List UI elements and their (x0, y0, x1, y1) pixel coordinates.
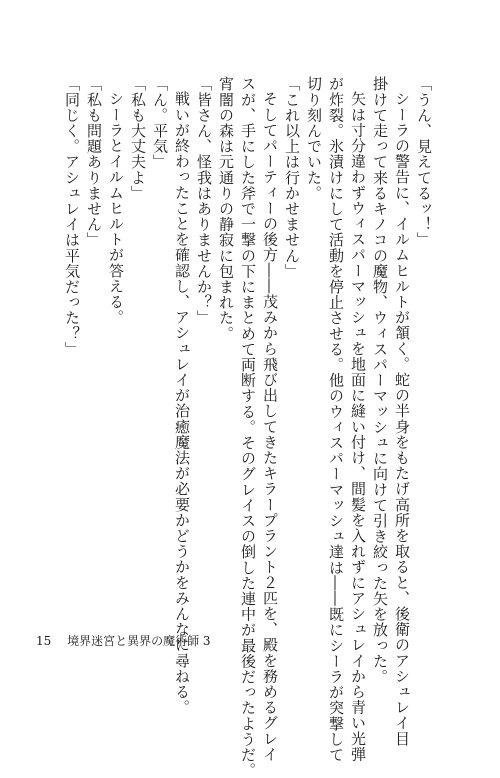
line-text: 「私も問題ありません」 (85, 76, 103, 248)
line-text: 「ん。平気」 (151, 76, 169, 170)
text-line-13 (151, 76, 168, 170)
line-text: 掛けて走って来るキノコの魔物、ウィスパーマッシュに向けて引き絞った矢を放った。 (371, 76, 389, 685)
line-text: 「うん、見えてるッ！」 (415, 76, 433, 248)
text-line-15 (107, 76, 124, 325)
text-line-4 (349, 76, 366, 762)
text-line-12 (173, 76, 190, 715)
line-text: 「私も大丈夫よ」 (129, 76, 147, 201)
text-line-14 (129, 76, 146, 201)
text-line-10 (217, 76, 234, 341)
text-line-9 (239, 76, 256, 778)
line-text: シーラの警告に、イルムヒルトが頷く。蛇の半身をもたげ高所を取ると、後衛のアシュレイ目 (393, 91, 411, 747)
line-text: 宵闇の森は元通りの静寂に包まれた。 (217, 76, 235, 342)
line-text: そしてパーティーの後方――茂みから飛び出してきたキラープラント２匹を、殿を務めるグレイ (261, 91, 279, 762)
text-line-17 (63, 76, 80, 357)
text-line-3 (371, 76, 388, 684)
line-text: シーラとイルムヒルトが答える。 (107, 91, 125, 325)
line-text: スが、手にした斧で一撃の下にまとめて両断する。そのグレイスの倒した連中が最後だったようだ。 (239, 76, 257, 778)
text-line-11 (195, 76, 212, 326)
text-line-8 (261, 76, 278, 762)
line-text: 矢は寸分違わずウィスパーマッシュを地面に縫い付け、間髪を入れずにアシュレイから青い光弾 (349, 91, 367, 762)
line-text: 「同じく。アシュレイは平気だった？」 (63, 76, 81, 357)
line-text: 切り刻んでいた。 (305, 76, 323, 201)
line-text: が炸裂。氷漬けにして活動を停止させる。他のウィスパーマッシュ達は――既にシーラが突撃して (327, 76, 345, 763)
page-number: 15 (36, 634, 52, 648)
book-title: 境界迷宮と異界の魔術師 3 (67, 634, 211, 648)
line-text: 「皆さん、怪我はありませんか？」 (195, 76, 213, 326)
line-text: 戦いが終わったことを確認し、アシュレイが治癒魔法が必要かどうかをみんなに尋ねる。 (173, 91, 191, 715)
text-line-1 (415, 76, 432, 248)
text-line-6 (305, 76, 322, 201)
text-line-5 (327, 76, 344, 762)
text-line-7 (283, 76, 300, 279)
text-line-2 (393, 76, 410, 746)
line-text: 「これ以上は行かせません」 (283, 76, 301, 279)
text-line-16 (85, 76, 102, 248)
page-footer (36, 632, 211, 649)
